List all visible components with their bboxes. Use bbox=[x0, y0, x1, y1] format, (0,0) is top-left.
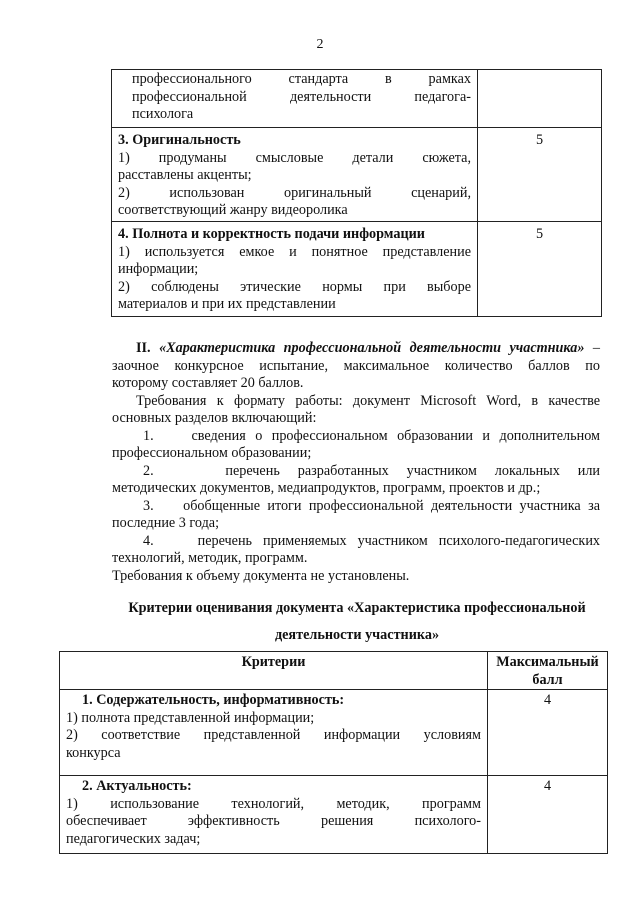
score-cell: 4 bbox=[488, 776, 608, 854]
criterion-text: расставлены акценты; bbox=[118, 167, 252, 183]
paragraph-line: которому составляет 20 баллов. bbox=[112, 375, 304, 391]
paragraph-line: заочное конкурсное испытание, максимальное количество баллов по bbox=[112, 357, 600, 374]
table-header-row bbox=[60, 652, 608, 690]
criterion-text: профессиональной деятельности педагога- bbox=[132, 88, 471, 105]
criterion-text: 1) продуманы смысловые детали сюжета, bbox=[118, 149, 471, 166]
table-row bbox=[60, 690, 608, 776]
requirements-list bbox=[112, 428, 600, 568]
criterion-title: 2. Актуальность: bbox=[82, 778, 192, 794]
criterion-text: соответствующий жанру видеоролика bbox=[118, 202, 348, 218]
table-row bbox=[60, 776, 608, 854]
bottom-criteria-table bbox=[59, 651, 608, 854]
criterion-text: 1) использование технологий, методик, программ bbox=[66, 795, 481, 812]
criterion-text: конкурса bbox=[66, 744, 121, 761]
criterion-text: 2) соблюдены этические нормы при выборе bbox=[118, 278, 471, 295]
header-criteria: Критерии bbox=[60, 652, 488, 690]
criterion-title: 4. Полнота и корректность подачи информации bbox=[118, 226, 425, 242]
criterion-text: профессионального стандарта в рамках bbox=[132, 71, 471, 87]
criterion-text: информации; bbox=[118, 261, 199, 277]
criterion-cell bbox=[60, 776, 488, 854]
section-2-heading: II. «Характеристика профессиональной деятельности участника» – bbox=[136, 340, 601, 356]
list-item: 1. сведения о профессиональном образовании и дополнительном профессиональном образовании; bbox=[112, 427, 600, 461]
criterion-cell bbox=[112, 128, 478, 222]
score-cell bbox=[478, 70, 602, 128]
criterion-cell bbox=[112, 222, 478, 317]
section-2 bbox=[112, 340, 600, 585]
criterion-cell bbox=[112, 70, 478, 128]
section-2-title: «Характеристика профессиональной деятельности участника» bbox=[159, 340, 585, 356]
list-item: 2. перечень разработанных участником локальных или методических документов, медиапродуктов, программ, проектов и др.; bbox=[112, 462, 601, 496]
list-item: 4. перечень применяемых участником психолого-педагогических технологий, методик, программ. bbox=[112, 532, 601, 566]
criterion-text: материалов и при их представлении bbox=[118, 296, 336, 312]
page-number: 2 bbox=[316, 37, 324, 52]
header-max-score: Максимальный балл bbox=[488, 652, 608, 690]
list-item: 3. обобщенные итоги профессиональной деятельности участника за последние 3 года; bbox=[112, 497, 600, 531]
criterion-text: 1) используется емкое и понятное представление bbox=[118, 243, 471, 260]
paragraph-line: основных разделов включающий: bbox=[112, 410, 317, 426]
criterion-title: 1. Содержательность, информативность: bbox=[82, 692, 345, 708]
criterion-text: психолога bbox=[132, 106, 194, 122]
table-row bbox=[112, 70, 602, 128]
criterion-cell bbox=[60, 690, 488, 776]
top-criteria-table bbox=[111, 69, 602, 317]
criterion-text: педагогических задач; bbox=[66, 830, 201, 847]
criterion-text: 2) использован оригинальный сценарий, bbox=[118, 184, 471, 201]
table-row bbox=[112, 128, 602, 222]
criterion-text: обеспечивает эффективность решения психолого- bbox=[66, 813, 481, 829]
paragraph-line: Требования к формату работы: документ Microsoft Word, в качестве bbox=[136, 392, 600, 409]
criterion-text: 2) соответствие представленной информации условиям bbox=[66, 727, 481, 743]
score-cell: 5 bbox=[478, 222, 602, 317]
criteria-heading-line-1: Критерии оценивания документа «Характеристика профессиональной bbox=[128, 600, 586, 616]
criteria-heading-line-2: деятельности участника» bbox=[274, 627, 440, 643]
criterion-text: 1) полнота представленной информации; bbox=[66, 709, 315, 726]
score-cell: 4 bbox=[488, 690, 608, 776]
score-cell: 5 bbox=[478, 128, 602, 222]
paragraph-line: Требования к объему документа не установлены. bbox=[112, 567, 410, 584]
criterion-title: 3. Оригинальность bbox=[118, 132, 241, 148]
table-row bbox=[112, 222, 602, 317]
